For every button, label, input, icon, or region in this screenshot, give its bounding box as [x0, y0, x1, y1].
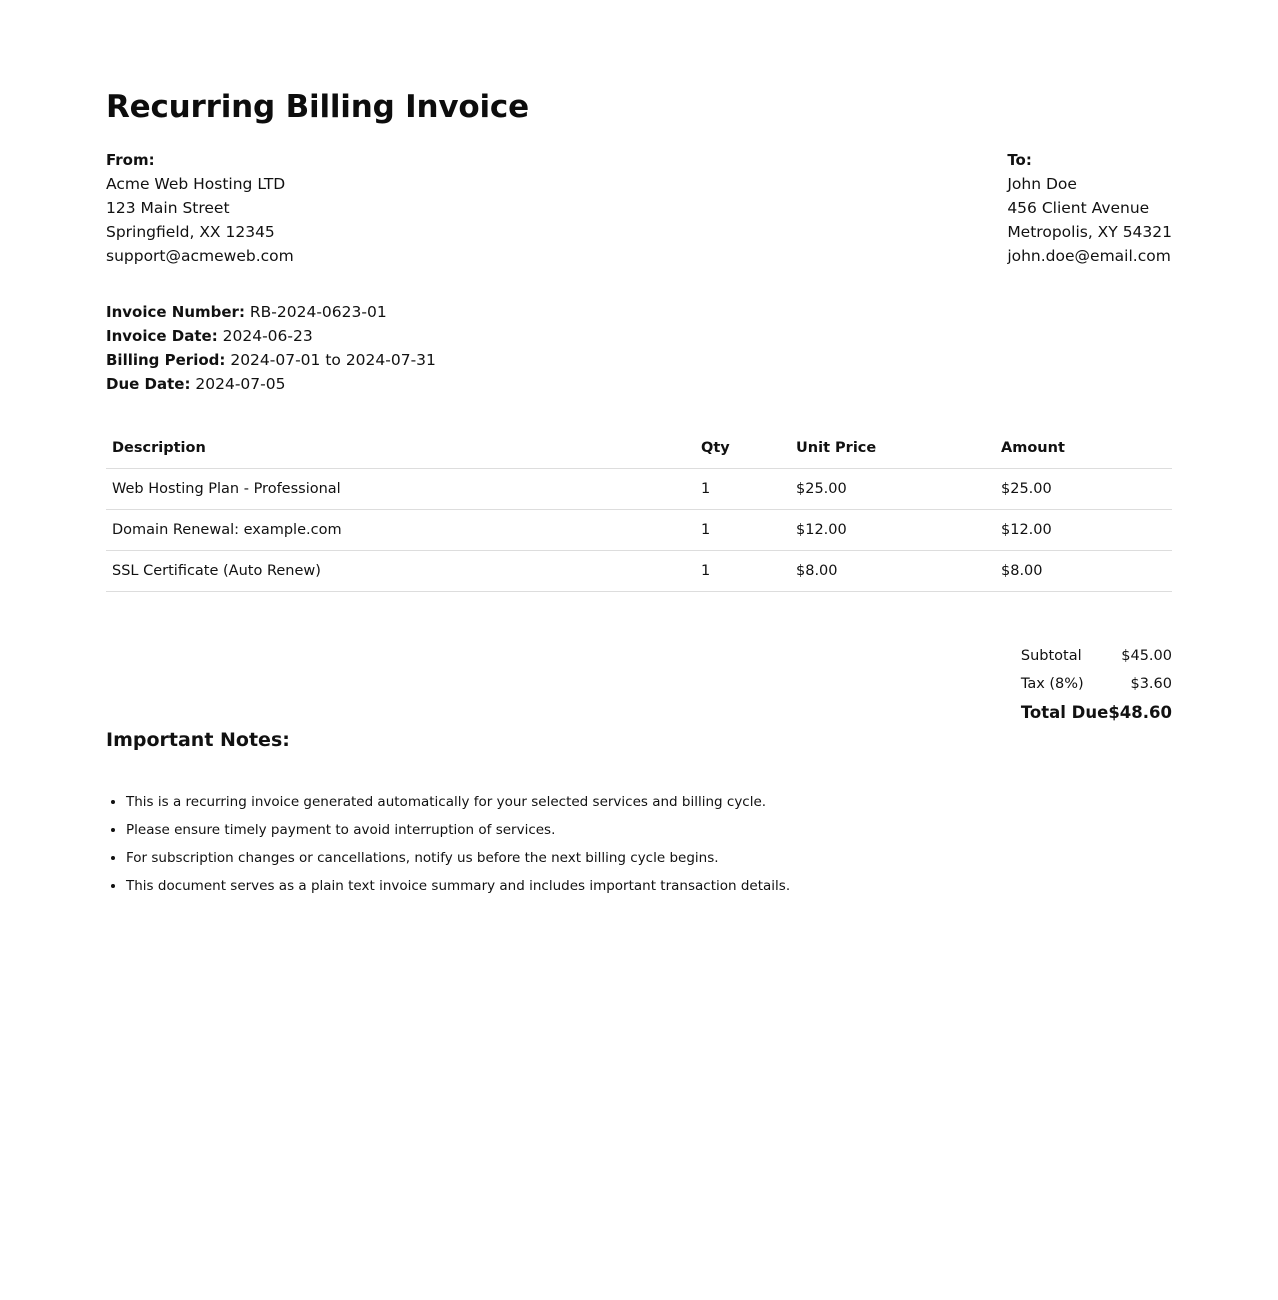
- to-city: Metropolis, XY 54321: [1007, 223, 1172, 241]
- table-header-row: [106, 428, 1172, 469]
- cell-description: SSL Certificate (Auto Renew): [106, 551, 695, 592]
- notes-list: [106, 788, 790, 900]
- cell-qty: 1: [695, 551, 790, 592]
- cell-amount: $12.00: [995, 510, 1172, 551]
- from-street: 123 Main Street: [106, 199, 230, 217]
- column-header-amount: Amount: [995, 428, 1172, 469]
- column-header-unit-price: Unit Price: [790, 428, 995, 469]
- subtotal-value: $45.00: [1121, 648, 1172, 664]
- cell-unit-price: $8.00: [790, 551, 995, 592]
- tax-row: [1021, 670, 1172, 698]
- invoice-number-row: [106, 300, 436, 324]
- subtotal-row: [1021, 642, 1172, 670]
- line-items-table: [106, 428, 1172, 592]
- total-due-label: Total Due: [1020, 703, 1109, 722]
- page-title: Recurring Billing Invoice: [106, 89, 529, 125]
- due-date-value: 2024-07-05: [195, 375, 286, 393]
- cell-qty: 1: [695, 510, 790, 551]
- total-due-value: $48.60: [1108, 703, 1172, 722]
- cell-description: Domain Renewal: example.com: [106, 510, 695, 551]
- list-item: • Please ensure timely payment to avoid interruption of services.: [126, 816, 790, 844]
- tax-label: Tax (8%): [1020, 676, 1084, 692]
- billing-period-value: 2024-07-01 to 2024-07-31: [230, 351, 436, 369]
- to-street: 456 Client Avenue: [1007, 199, 1150, 217]
- tax-value: $3.60: [1130, 676, 1172, 692]
- table-row: [106, 510, 1172, 551]
- cell-unit-price: $25.00: [790, 469, 995, 510]
- list-item: • This is a recurring invoice generated automatically for your selected services and billing cycle.: [126, 788, 790, 816]
- invoice-number-label: Invoice Number:: [106, 303, 245, 321]
- total-due-row: [1021, 698, 1172, 728]
- cell-amount: $8.00: [995, 551, 1172, 592]
- cell-unit-price: $12.00: [790, 510, 995, 551]
- totals-block: [1021, 642, 1172, 728]
- to-address-block: [1007, 148, 1172, 268]
- invoice-date-row: [106, 324, 436, 348]
- from-label: From:: [106, 151, 155, 169]
- subtotal-label: Subtotal: [1020, 648, 1082, 664]
- table-row: [106, 551, 1172, 592]
- to-label: To:: [1007, 151, 1032, 169]
- from-address-block: [106, 148, 294, 268]
- from-email: support@acmeweb.com: [106, 247, 294, 265]
- due-date-row: [106, 372, 436, 396]
- invoice-date-value: 2024-06-23: [222, 327, 313, 345]
- notes-heading: Important Notes:: [106, 729, 290, 751]
- billing-period-row: [106, 348, 436, 372]
- invoice-number-value: RB-2024-0623-01: [249, 303, 387, 321]
- invoice-date-label: Invoice Date:: [106, 327, 218, 345]
- list-item: • This document serves as a plain text invoice summary and includes important transaction details.: [126, 872, 790, 900]
- cell-amount: $25.00: [995, 469, 1172, 510]
- column-header-qty: Qty: [695, 428, 790, 469]
- cell-description: Web Hosting Plan - Professional: [106, 469, 695, 510]
- to-name: John Doe: [1007, 175, 1077, 193]
- from-company: Acme Web Hosting LTD: [106, 175, 286, 193]
- to-email: john.doe@email.com: [1007, 247, 1171, 265]
- list-item: • For subscription changes or cancellations, notify us before the next billing cycle begins.: [126, 844, 790, 872]
- column-header-description: Description: [106, 428, 695, 469]
- table-row: [106, 469, 1172, 510]
- cell-qty: 1: [695, 469, 790, 510]
- invoice-meta: [106, 300, 436, 396]
- due-date-label: Due Date:: [106, 375, 191, 393]
- from-city: Springfield, XX 12345: [106, 223, 275, 241]
- billing-period-label: Billing Period:: [106, 351, 226, 369]
